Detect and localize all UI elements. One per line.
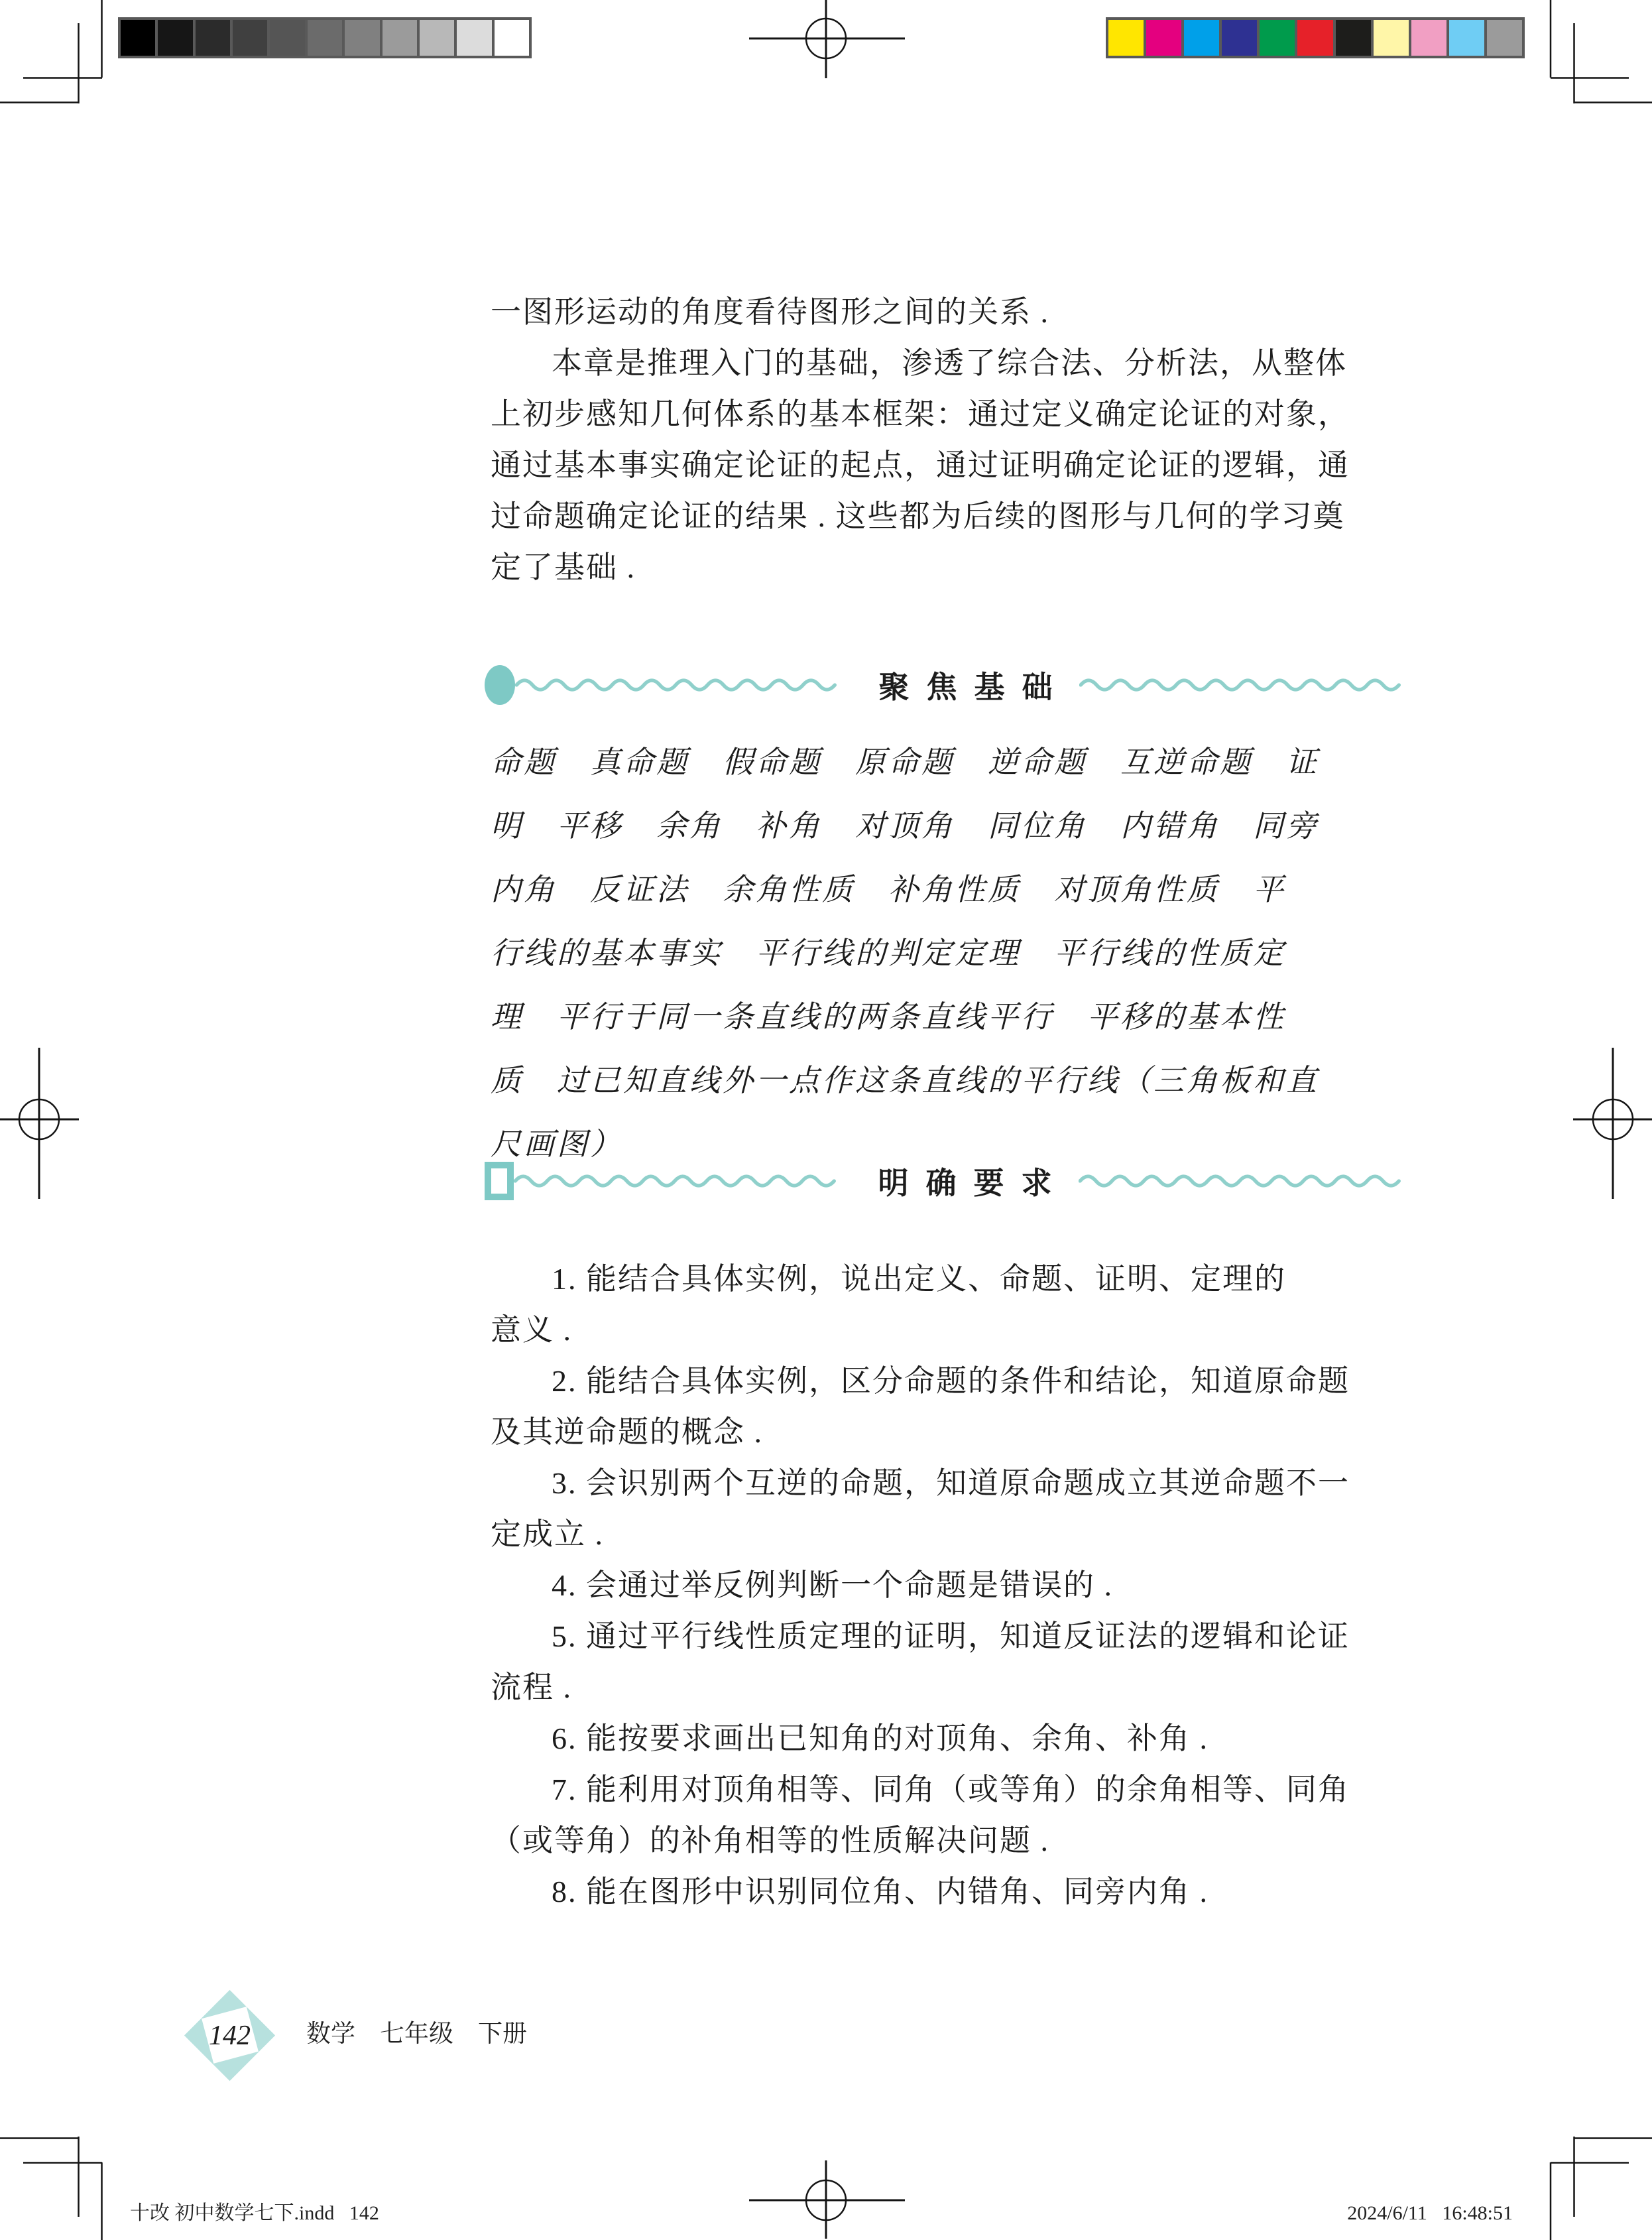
grayscale-swatch <box>383 20 417 56</box>
crop-mark-bottom-left <box>0 2134 106 2240</box>
page-number: 142 <box>209 2020 251 2051</box>
key-terms-list <box>491 731 1432 1176</box>
grayscale-swatch <box>196 20 230 56</box>
color-swatch <box>1222 20 1257 56</box>
paragraph-line: 通过基本事实确定论证的起点，通过证明确定论证的逻辑，通 <box>491 448 1350 482</box>
color-swatch <box>1184 20 1219 56</box>
paragraph-line: 一图形运动的角度看待图形之间的关系 . <box>491 295 1049 329</box>
print-timestamp: 2024/6/11 16:48:51 <box>1347 2202 1513 2224</box>
requirement-line: 5. 通过平行线性质定理的证明，知道反证法的逻辑和论证 <box>552 1619 1350 1653</box>
requirements-section-header <box>485 1161 1416 1201</box>
registration-mark-right-middle <box>1572 1048 1652 1200</box>
term-line: 行线的基本事实 平行线的判定定理 平行线的性质定 <box>491 936 1286 970</box>
requirement-line: 8. 能在图形中识别同位角、内错角、同旁内角 . <box>552 1875 1209 1908</box>
crop-mark-top-left <box>0 0 106 106</box>
requirement-line: 意义 . <box>491 1313 572 1347</box>
requirements-list <box>491 1253 1432 1917</box>
term-line: 理 平行于同一条直线的两条直线平行 平移的基本性 <box>491 1000 1286 1034</box>
wavy-line-left <box>515 675 853 695</box>
grayscale-swatch <box>233 20 267 56</box>
term-line: 质 过已知直线外一点作这条直线的平行线（三角板和直 <box>491 1064 1319 1097</box>
term-line: 内角 反证法 余角性质 补角性质 对顶角性质 平 <box>491 873 1286 906</box>
requirement-line: 4. 会通过举反例判断一个命题是错误的 . <box>552 1568 1113 1602</box>
color-calibration-bar <box>1106 17 1525 58</box>
focus-section-title: 聚焦基础 <box>878 670 1070 704</box>
color-swatch <box>1487 20 1522 56</box>
grayscale-calibration-bar <box>118 17 532 58</box>
square-bullet-icon <box>485 1162 514 1200</box>
term-line: 尺画图） <box>491 1127 623 1161</box>
paragraph-line: 上初步感知几何体系的基本框架：通过定义确定论证的对象， <box>491 397 1350 431</box>
intro-paragraph <box>491 286 1432 593</box>
wavy-line-right <box>1079 1171 1417 1191</box>
requirement-line: 流程 . <box>491 1670 572 1704</box>
term-line: 命题 真命题 假命题 原命题 逆命题 互逆命题 证 <box>491 745 1319 779</box>
requirement-line: 1. 能结合具体实例，说出定义、命题、证明、定理的 <box>552 1262 1286 1296</box>
color-swatch <box>1449 20 1484 56</box>
requirement-line: 7. 能利用对顶角相等、同角（或等角）的余角相等、同角 <box>552 1773 1350 1806</box>
registration-mark-top-center <box>749 0 908 80</box>
paragraph-line: 过命题确定论证的结果 . 这些都为后续的图形与几何的学习奠 <box>491 499 1345 533</box>
registration-mark-bottom-center <box>749 2160 908 2240</box>
paragraph-line: 本章是推理入门的基础，渗透了综合法、分析法，从整体 <box>552 346 1347 380</box>
requirement-line: 2. 能结合具体实例，区分命题的条件和结论，知道原命题 <box>552 1364 1350 1398</box>
term-line: 明 平移 余角 补角 对顶角 同位角 内错角 同旁 <box>491 809 1319 843</box>
grayscale-swatch <box>121 20 155 56</box>
grayscale-swatch <box>457 20 491 56</box>
print-file-label: 十改 初中数学七下.indd 142 <box>130 2202 379 2224</box>
focus-section-header <box>485 665 1416 705</box>
book-title-label: 数学 七年级 下册 <box>306 2021 527 2048</box>
requirement-line: 及其逆命题的概念 . <box>491 1415 763 1449</box>
wavy-line-left <box>514 1171 852 1191</box>
grayscale-swatch <box>345 20 379 56</box>
crop-mark-top-right <box>1546 0 1652 106</box>
color-swatch <box>1146 20 1181 56</box>
requirement-line: （或等角）的补角相等的性质解决问题 . <box>491 1824 1049 1857</box>
registration-mark-left-middle <box>0 1048 80 1200</box>
color-swatch <box>1336 20 1371 56</box>
requirement-line: 6. 能按要求画出已知角的对顶角、余角、补角 . <box>552 1721 1209 1755</box>
grayscale-swatch <box>420 20 454 56</box>
crop-mark-bottom-right <box>1546 2134 1652 2240</box>
grayscale-swatch <box>270 20 304 56</box>
circle-bullet-icon <box>485 665 515 705</box>
grayscale-swatch <box>495 20 529 56</box>
wavy-line-right <box>1079 675 1417 695</box>
requirement-line: 定成立 . <box>491 1517 604 1551</box>
paragraph-line: 定了基础 . <box>491 550 636 584</box>
color-swatch <box>1260 20 1295 56</box>
color-swatch <box>1297 20 1332 56</box>
color-swatch <box>1374 20 1409 56</box>
requirements-section-title: 明确要求 <box>878 1166 1069 1200</box>
grayscale-swatch <box>158 20 192 56</box>
color-swatch <box>1108 20 1144 56</box>
color-swatch <box>1411 20 1446 56</box>
requirement-line: 3. 会识别两个互逆的命题，知道原命题成立其逆命题不一 <box>552 1466 1350 1500</box>
grayscale-swatch <box>308 20 342 56</box>
